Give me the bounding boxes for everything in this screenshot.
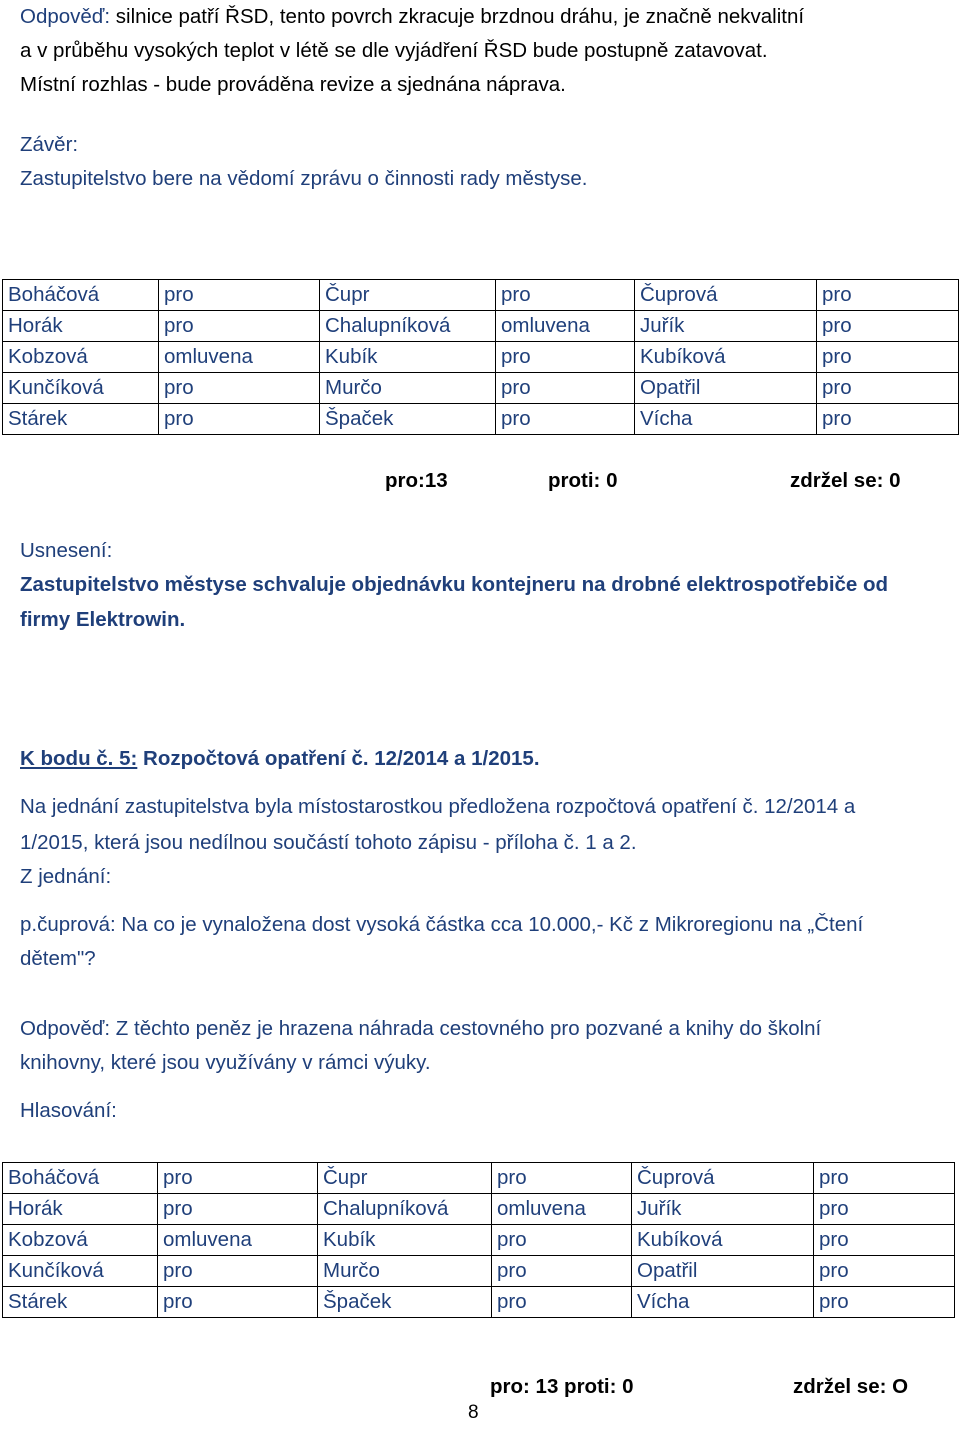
vote-cell: pro [158, 1163, 318, 1194]
table-row [3, 404, 959, 435]
conclusion-label: Závěr: [20, 133, 79, 156]
table-row [3, 1225, 955, 1256]
item5-para-2: 1/2015, která jsou nedílnou součástí tohoto zápisu - příloha č. 1 a 2. [20, 831, 637, 854]
member-name-cell: Horák [3, 1194, 158, 1225]
item5-heading-prefix: K bodu č. 5: [20, 747, 138, 770]
member-name-cell: Chalupníková [318, 1194, 492, 1225]
vote-cell: pro [814, 1287, 955, 1318]
member-name-cell: Boháčová [3, 280, 159, 311]
table-row [3, 342, 959, 373]
table-row [3, 1163, 955, 1194]
vote-cell: pro [817, 342, 959, 373]
item5-heading-rest: Rozpočtová opatření č. 12/2014 a 1/2015. [137, 747, 540, 770]
member-name-cell: Juřík [632, 1194, 814, 1225]
tally2-zdrzel: zdržel se: O [793, 1375, 909, 1398]
member-name-cell: Kobzová [3, 1225, 158, 1256]
vote-cell: pro [159, 373, 320, 404]
answer-text-1: silnice patří ŘSD, tento povrch zkracuje brzdnou dráhu, je značně nekvalitní [110, 5, 805, 28]
member-name-cell: Kubíková [632, 1225, 814, 1256]
member-name-cell: Kunčíková [3, 1256, 158, 1287]
vote-table-1 [2, 279, 959, 435]
vote-cell: pro [492, 1256, 632, 1287]
member-name-cell: Chalupníková [320, 311, 496, 342]
answer2-text-1: Z těchto peněz je hrazena náhrada cestovného pro pozvané a knihy do školní [110, 1017, 822, 1040]
vote-cell: pro [492, 1287, 632, 1318]
member-name-cell: Čuprová [632, 1163, 814, 1194]
item5-para-1: Na jednání zastupitelstva byla místostarostkou předložena rozpočtová opatření č. 12/2014 a [20, 795, 856, 818]
member-name-cell: Špaček [320, 404, 496, 435]
answer-label: Odpověď: [20, 5, 111, 28]
answer-text-2: a v průběhu vysokých teplot v létě se dle vyjádření ŘSD bude postupně zatavovat. [20, 39, 768, 62]
vote-cell: pro [817, 404, 959, 435]
vote-cell: pro [496, 342, 635, 373]
vote-cell: pro [817, 373, 959, 404]
vote-cell: pro [496, 373, 635, 404]
member-name-cell: Kubík [320, 342, 496, 373]
vote-cell: pro [496, 404, 635, 435]
table-row [3, 1194, 955, 1225]
vote-cell: pro [814, 1194, 955, 1225]
page-number: 8 [468, 1402, 479, 1423]
vote-cell: pro [158, 1194, 318, 1225]
answer2-line-1 [20, 1012, 821, 1046]
table-row [3, 373, 959, 404]
vote-cell: pro [814, 1163, 955, 1194]
vote-cell: pro [159, 404, 320, 435]
vote-cell: omluvena [496, 311, 635, 342]
item5-heading [20, 742, 540, 776]
vote-cell: pro [492, 1163, 632, 1194]
member-name-cell: Kubík [318, 1225, 492, 1256]
resolution-label: Usnesení: [20, 539, 113, 562]
vote-cell: pro [817, 311, 959, 342]
voting-label: Hlasování: [20, 1099, 117, 1122]
vote-cell: pro [158, 1287, 318, 1318]
question-line-2: dětem"? [20, 947, 96, 970]
member-name-cell: Kobzová [3, 342, 159, 373]
question-line-1: p.čuprová: Na co je vynaložena dost vysoká částka cca 10.000,- Kč z Mikroregionu na „Čtení [20, 913, 864, 936]
vote-cell: omluvena [158, 1225, 318, 1256]
discussion-label: Z jednání: [20, 865, 112, 888]
tally-proti: proti: 0 [548, 469, 618, 492]
resolution-text-1: Zastupitelstvo městyse schvaluje objednávku kontejneru na drobné elektrospotřebiče od [20, 573, 889, 596]
table-row [3, 1287, 955, 1318]
tally-pro: pro:13 [385, 469, 448, 492]
member-name-cell: Opatřil [632, 1256, 814, 1287]
table-row [3, 280, 959, 311]
member-name-cell: Murčo [320, 373, 496, 404]
member-name-cell: Boháčová [3, 1163, 158, 1194]
vote-cell: pro [158, 1256, 318, 1287]
tally-zdrzel: zdržel se: 0 [790, 469, 901, 492]
answer-text-3: Místní rozhlas - bude prováděna revize a sjednána náprava. [20, 73, 566, 96]
member-name-cell: Stárek [3, 1287, 158, 1318]
vote-cell: pro [496, 280, 635, 311]
member-name-cell: Kunčíková [3, 373, 159, 404]
member-name-cell: Kubíková [635, 342, 817, 373]
tally2-pro-proti: pro: 13 proti: 0 [490, 1375, 634, 1398]
vote-cell: pro [814, 1256, 955, 1287]
answer-paragraph [20, 0, 920, 102]
table-row [3, 311, 959, 342]
member-name-cell: Čupr [318, 1163, 492, 1194]
vote-cell: pro [159, 311, 320, 342]
vote-cell: pro [814, 1225, 955, 1256]
answer2-label: Odpověď: [20, 1017, 111, 1040]
resolution-text-2: firmy Elektrowin. [20, 608, 186, 631]
vote-cell: pro [159, 280, 320, 311]
member-name-cell: Horák [3, 311, 159, 342]
member-name-cell: Opatřil [635, 373, 817, 404]
member-name-cell: Murčo [318, 1256, 492, 1287]
table-row [3, 1256, 955, 1287]
member-name-cell: Juřík [635, 311, 817, 342]
vote-table-2 [2, 1162, 955, 1318]
vote-cell: omluvena [492, 1194, 632, 1225]
vote-cell: pro [817, 280, 959, 311]
member-name-cell: Stárek [3, 404, 159, 435]
member-name-cell: Vícha [635, 404, 817, 435]
vote-cell: omluvena [159, 342, 320, 373]
vote-cell: pro [492, 1225, 632, 1256]
member-name-cell: Čupr [320, 280, 496, 311]
answer2-line-2: knihovny, které jsou využívány v rámci výuky. [20, 1051, 431, 1074]
member-name-cell: Špaček [318, 1287, 492, 1318]
conclusion-text: Zastupitelstvo bere na vědomí zprávu o činnosti rady městyse. [20, 167, 588, 190]
member-name-cell: Čuprová [635, 280, 817, 311]
member-name-cell: Vícha [632, 1287, 814, 1318]
